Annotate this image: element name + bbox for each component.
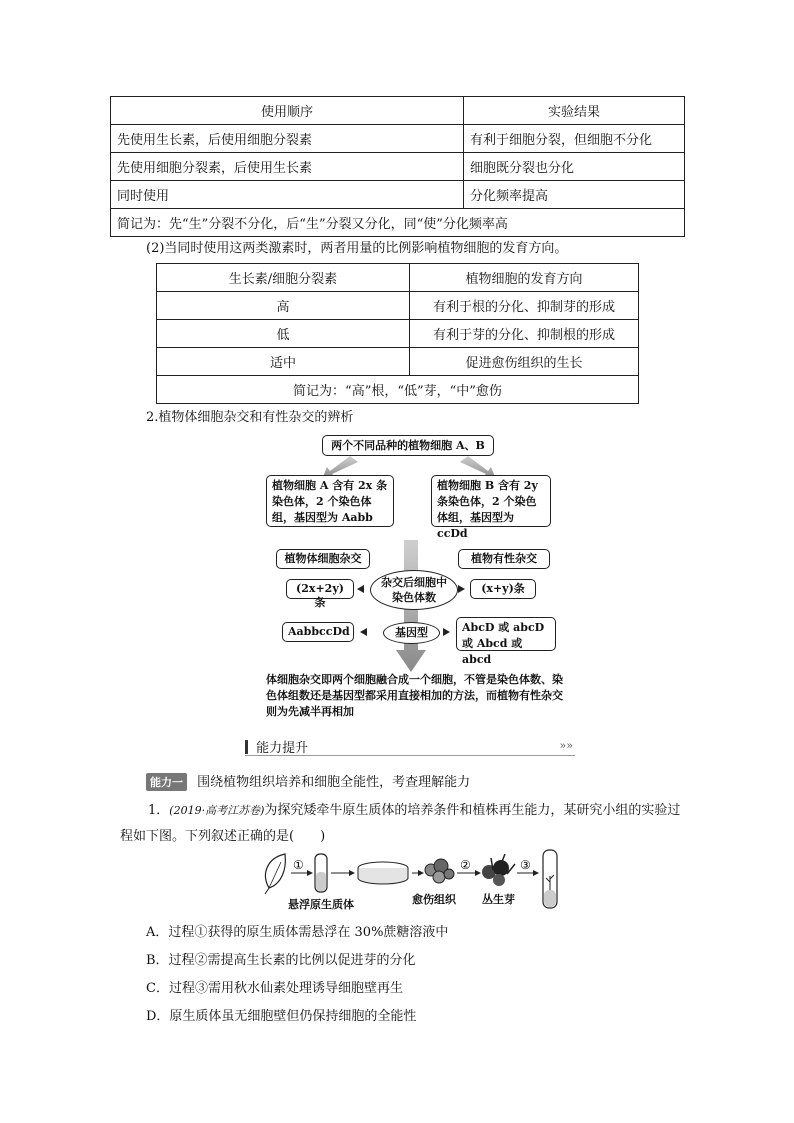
somatic-chromosome-count: (2x+2y)条 (286, 579, 354, 599)
test-tube-icon (315, 854, 327, 892)
table-cell: 细胞既分裂也分化 (464, 153, 685, 181)
table-note: 简记为：先“生”分裂不分化，后“生”分裂又分化，同“使”分化频率高 (111, 209, 685, 237)
table-cell: 适中 (157, 348, 410, 376)
leaf-icon (265, 854, 285, 894)
table-cell: 有利于芽的分化、抑制根的形成 (410, 320, 639, 348)
table-header-cell: 生长素/细胞分裂素 (157, 264, 410, 292)
diagram-top-box: 两个不同品种的植物细胞 A、B (322, 435, 494, 456)
step-3-label: ③ (520, 858, 531, 872)
ability-topic: 围绕植物组织培养和细胞全能性，考查理解能力 (197, 775, 471, 790)
table-note: 简记为：“高”根，“低”芽，“中”愈伤 (157, 376, 639, 404)
chromosome-count-oval: 杂交后细胞中染色体数 (370, 570, 458, 610)
fig-label-shoots: 丛生芽 (482, 893, 515, 906)
option-b: B．过程②需提高生长素的比例以促进芽的分化 (146, 953, 416, 968)
table-cell: 低 (157, 320, 410, 348)
table-cell: 先使用细胞分裂素，后使用生长素 (111, 153, 464, 181)
option-a: A．过程①获得的原生质体需悬浮在 30%蔗糖溶液中 (146, 925, 449, 940)
arrowhead-right-2 (443, 628, 450, 636)
table-cell: 高 (157, 292, 410, 320)
plantlet-tube-icon (543, 850, 557, 908)
question-stem (120, 798, 685, 850)
chevrons-icon: »» (559, 739, 573, 752)
arrowhead-right-1 (458, 585, 465, 593)
option-c: C．过程③需用秋水仙素处理诱导细胞壁再生 (146, 981, 403, 996)
section-title: 2.植物体细胞杂交和有性杂交的辨析 (146, 410, 354, 425)
ability-line (146, 771, 470, 791)
table-header-cell: 使用顺序 (111, 97, 464, 125)
diagram-cell-a: 植物细胞 A 含有 2x 条染色体，2 个染色体组，基因型为 Aabb (266, 475, 394, 527)
shoots-icon (482, 854, 515, 886)
table-cell: 有利于细胞分裂，但细胞不分化 (464, 125, 685, 153)
ability-tag: 能力一 (146, 773, 187, 791)
table-header-cell: 实验结果 (464, 97, 685, 125)
question-number: 1． (148, 803, 170, 818)
ability-header-title: 能力提升 (256, 741, 309, 756)
somatic-hybrid-label: 植物体细胞杂交 (276, 549, 370, 569)
step-1-label: ① (293, 858, 304, 872)
paragraph-2: (2)当同时使用这两类激素时，两者用量的比例影响植物细胞的发育方向。 (146, 241, 568, 256)
table-cell: 分化频率提高 (464, 181, 685, 209)
sexual-chromosome-count: (x+y)条 (470, 579, 536, 599)
table-cell: 有利于根的分化、抑制芽的形成 (410, 292, 639, 320)
question-source: (2019·高考江苏卷) (169, 804, 265, 817)
sexual-genotypes: AbcD 或 abcD 或 Abcd 或 abcd (456, 617, 556, 651)
arrowhead-left-2 (360, 628, 367, 636)
petri-dish-icon (358, 862, 408, 884)
arrowhead-left-1 (357, 585, 364, 593)
option-d: D．原生质体虽无细胞壁但仍保持细胞的全能性 (146, 1009, 417, 1024)
table-cell: 促进愈伤组织的生长 (410, 348, 639, 376)
table-cell: 先使用生长素，后使用细胞分裂素 (111, 125, 464, 153)
callus-icon (425, 859, 454, 883)
header-marker (245, 740, 248, 754)
step-2-label: ② (460, 858, 471, 872)
somatic-genotype: AabbccDd (282, 622, 354, 642)
fig-label-protoplast: 悬浮原生质体 (288, 898, 354, 911)
diagram-conclusion: 体细胞杂交即两个细胞融合成一个细胞，不管是染色体数、染色体组数还是基因型都采用直接相加的方法，而植物有性杂交则为先减半再相加 (266, 673, 563, 718)
diagram-cell-b: 植物细胞 B 含有 2y 条染色体，2 个染色体组，基因型为 ccDd (431, 475, 551, 527)
table-header-cell: 植物细胞的发育方向 (410, 264, 639, 292)
table-cell: 同时使用 (111, 181, 464, 209)
sexual-hybrid-label: 植物有性杂交 (458, 549, 550, 569)
ability-header-bar (245, 737, 575, 756)
genotype-oval: 基因型 (383, 622, 440, 644)
fig-label-callus: 愈伤组织 (412, 893, 456, 906)
question-text: 为探究矮牵牛原生质体的培养条件和植株再生能力，某研究小组的实验过程如下图。下列叙述正确的是( ) (120, 803, 681, 844)
